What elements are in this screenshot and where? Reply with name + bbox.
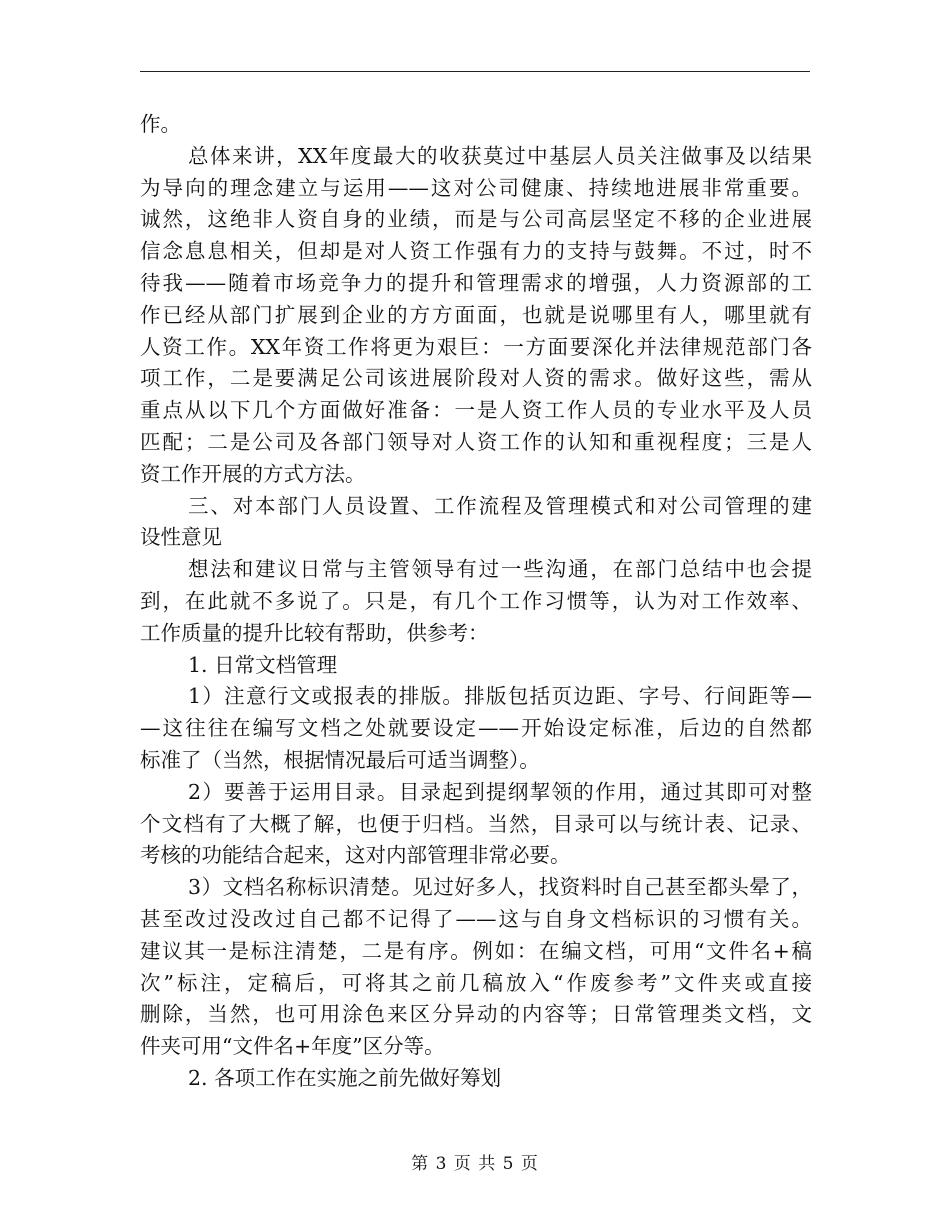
text-line: 建议其一是标注清楚，二是有序。例如：在编文档，可用“文件名+稿 [140, 938, 812, 963]
text-line: 作已经从部门扩展到企业的方方面面，也就是说哪里有人，哪里就有 [140, 302, 812, 327]
text-line: 个文档有了大概了解，也便于归档。当然，目录可以与统计表、记录、 [140, 811, 812, 836]
text-line: 2）要善于运用目录。目录起到提纲挈领的作用，通过其即可对整 [188, 779, 812, 804]
text-line: 信念息息相关，但却是对人资工作强有力的支持与鼓舞。不过，时不 [140, 239, 812, 264]
text-line: 为导向的理念建立与运用——这对公司健康、持续地进展非常重要。 [140, 175, 812, 200]
text-line: 标准了（当然，根据情况最后可适当调整）。 [140, 747, 540, 772]
text-line: 人资工作。XX年资工作将更为艰巨：一方面要深化并法律规范部门各 [140, 334, 812, 359]
text-line: 诚然，这绝非人资自身的业绩，而是与公司高层坚定不移的企业进展 [140, 207, 812, 232]
text-line: 到，在此就不多说了。只是，有几个工作习惯等，认为对工作效率、 [140, 588, 812, 613]
text-line: 甚至改过没改过自己都不记得了——这与自身文档标识的习惯有关。 [140, 906, 812, 931]
text-line: 3）文档名称标识清楚。见过好多人，找资料时自己甚至都头晕了， [188, 875, 812, 900]
text-line: 工作质量的提升比较有帮助，供参考： [140, 620, 489, 645]
text-line: 总体来讲，XX年度最大的收获莫过中基层人员关注做事及以结果 [188, 143, 812, 168]
text-line: 匹配；二是公司及各部门领导对人资工作的认知和重视程度；三是人 [140, 429, 812, 454]
text-line: 重点从以下几个方面做好准备：一是人资工作人员的专业水平及人员 [140, 398, 812, 423]
text-line: 考核的功能结合起来，这对内部管理非常必要。 [140, 843, 571, 868]
text-line: 删除，当然，也可用涂色来区分异动的内容等；日常管理类文档，文 [140, 1002, 812, 1027]
document-body [140, 109, 812, 1095]
text-line: 待我——随着市场竞争力的提升和管理需求的增强，人力资源部的工 [140, 270, 812, 295]
text-line: 件夹可用“文件名+年度”区分等。 [140, 1034, 445, 1059]
text-line: 次”标注，定稿后，可将其之前几稿放入“作废参考”文件夹或直接 [140, 970, 812, 995]
text-line: —这往往在编写文档之处就要设定——开始设定标准，后边的自然都 [140, 716, 812, 741]
text-line: 1. 日常文档管理 [188, 652, 338, 677]
page-footer: 第 3 页 共 5 页 [411, 1154, 539, 1174]
text-line: 2. 各项工作在实施之前先做好筹划 [188, 1065, 502, 1090]
text-line: 项工作，二是要满足公司该进展阶段对人资的需求。做好这些，需从 [140, 366, 812, 391]
text-line: 想法和建议日常与主管领导有过一些沟通，在部门总结中也会提 [188, 557, 812, 582]
text-line: 三、对本部门人员设置、工作流程及管理模式和对公司管理的建 [188, 493, 812, 518]
text-line: 作。 [140, 112, 181, 136]
text-line: 资工作开展的方式方法。 [140, 461, 366, 486]
header-rule [140, 71, 810, 72]
text-line: 1）注意行文或报表的排版。排版包括页边距、字号、行间距等— [188, 684, 812, 709]
text-line: 设性意见 [140, 525, 222, 550]
